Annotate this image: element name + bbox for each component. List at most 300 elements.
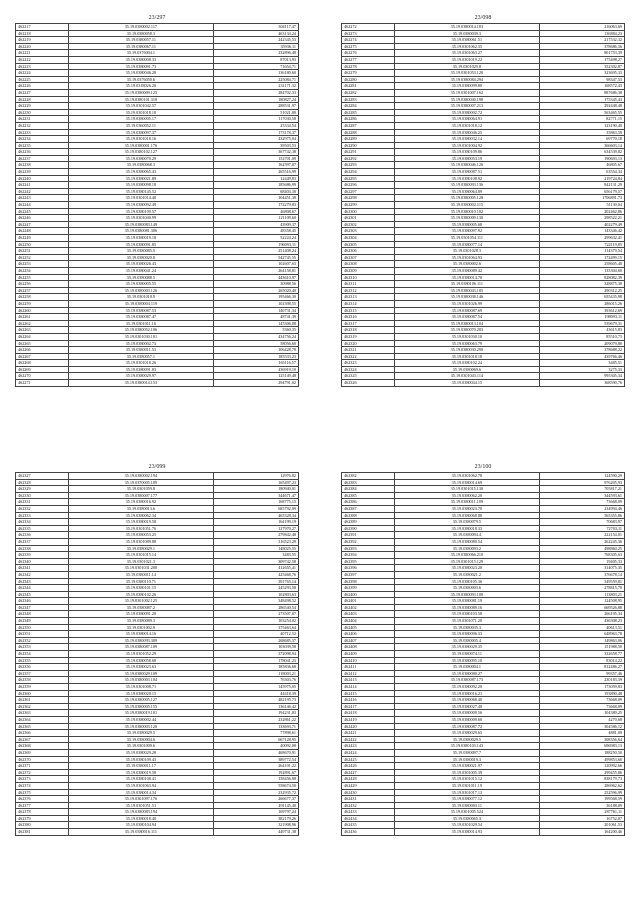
table-row bbox=[16, 505, 299, 512]
page-label: 23/297 bbox=[148, 15, 166, 21]
table-row bbox=[342, 684, 625, 691]
reference-code-cell: 35.19.0380062.34 bbox=[69, 512, 214, 519]
table-row bbox=[16, 83, 299, 90]
table-row bbox=[16, 598, 299, 605]
amount-cell: 180940,01 bbox=[213, 486, 298, 493]
record-number-cell: 462223 bbox=[16, 63, 69, 70]
record-number-cell: 462319 bbox=[342, 333, 395, 340]
reference-code-cell: 35.19.0380091.73 bbox=[69, 63, 214, 70]
reference-code-cell: 35.19.0380102.24 bbox=[395, 360, 540, 367]
record-number-cell: 462350 bbox=[16, 624, 69, 631]
reference-code-cell: 35.19.0301018.16 bbox=[69, 136, 214, 143]
amount-cell: 40613,51 bbox=[539, 624, 624, 631]
table-row bbox=[16, 789, 299, 796]
table-row bbox=[16, 63, 299, 70]
record-number-cell: 462269 bbox=[16, 366, 69, 373]
reference-code-cell: 35.19.0380005.128 bbox=[395, 195, 540, 202]
amount-cell: 378688,22 bbox=[539, 347, 624, 354]
table-row bbox=[16, 333, 299, 340]
table-row bbox=[16, 228, 299, 235]
reference-code-cell: 35.19.0380068.40 bbox=[395, 697, 540, 704]
table-row bbox=[16, 129, 299, 136]
table-row bbox=[342, 24, 625, 31]
table-row bbox=[342, 103, 625, 110]
table-row bbox=[342, 552, 625, 559]
reference-code-cell: 35.19.0380029.1 bbox=[69, 545, 214, 552]
reference-code-cell: 35.19.0380108.92 bbox=[395, 175, 540, 182]
table-row bbox=[342, 373, 625, 380]
table-row bbox=[16, 340, 299, 347]
reference-code-cell: 35.19.0301059.8 bbox=[69, 486, 214, 493]
table-row bbox=[16, 532, 299, 539]
amount-cell: 73668,09 bbox=[539, 703, 624, 710]
record-number-cell: 462365 bbox=[16, 723, 69, 730]
table-row bbox=[342, 136, 625, 143]
record-number-cell: 462250 bbox=[16, 241, 69, 248]
record-number-cell: 462405 bbox=[342, 624, 395, 631]
record-number-cell: 462305 bbox=[342, 241, 395, 248]
record-number-cell: 462424 bbox=[342, 749, 395, 756]
reference-code-cell: 35.19.0380004.6 bbox=[69, 736, 214, 743]
table-row bbox=[342, 116, 625, 123]
amount-cell: 349559,81 bbox=[539, 578, 624, 585]
table-row bbox=[16, 486, 299, 493]
record-number-cell: 462280 bbox=[342, 76, 395, 83]
amount-cell: 173178,37 bbox=[213, 129, 298, 136]
amount-cell: 169797,24 bbox=[213, 809, 298, 816]
record-number-cell: 462402 bbox=[342, 604, 395, 611]
reference-code-cell: 35.19.0380103.58 bbox=[395, 611, 540, 618]
table-row bbox=[16, 50, 299, 57]
record-number-cell: 462296 bbox=[342, 182, 395, 189]
amount-cell: 465328,34 bbox=[213, 512, 298, 519]
table-row bbox=[16, 637, 299, 644]
amount-cell: 165497,23 bbox=[213, 479, 298, 486]
table-row bbox=[16, 763, 299, 770]
amount-cell: 180827,24 bbox=[213, 96, 298, 103]
record-number-cell: 462367 bbox=[16, 736, 69, 743]
amount-cell: 188250,50 bbox=[539, 749, 624, 756]
reference-code-cell: 35.19.0301089.88 bbox=[69, 538, 214, 545]
table-row bbox=[16, 109, 299, 116]
record-number-cell: 462341 bbox=[16, 565, 69, 572]
reference-code-cell: 35.19.0380013.6 bbox=[69, 505, 214, 512]
reference-code-cell: 35.19.0380014.70 bbox=[395, 274, 540, 281]
record-number-cell: 462369 bbox=[16, 749, 69, 756]
record-number-cell: 462264 bbox=[16, 333, 69, 340]
reference-code-cell: 35.19.0380095.10 bbox=[395, 657, 540, 664]
table-row bbox=[16, 241, 299, 248]
reference-code-cell: 35.19.0380074.11 bbox=[395, 651, 540, 658]
reference-code-cell: 35.19.0301005.39 bbox=[395, 769, 540, 776]
table-row bbox=[16, 552, 299, 559]
amount-cell: 178041,23 bbox=[213, 657, 298, 664]
reference-code-cell: 35.19.0380058.68 bbox=[69, 657, 214, 664]
table-row bbox=[16, 796, 299, 803]
reference-code-cell: 35.19.0380002.6 bbox=[395, 261, 540, 268]
reference-code-cell: 35.19.0380004.119 bbox=[69, 300, 214, 307]
table-row bbox=[16, 235, 299, 242]
amount-cell: 376678,14 bbox=[539, 571, 624, 578]
table-row bbox=[16, 492, 299, 499]
reference-code-cell: 35.19.0380011.14 bbox=[69, 571, 214, 578]
reference-code-cell: 35.19.0301018.26 bbox=[69, 360, 214, 367]
table-row bbox=[342, 89, 625, 96]
table-row bbox=[16, 815, 299, 822]
amount-cell: 185836,68 bbox=[213, 664, 298, 671]
amount-cell: 328875,30 bbox=[539, 281, 624, 288]
amount-cell: 58056,60 bbox=[213, 340, 298, 347]
amount-cell: 314075,35 bbox=[539, 565, 624, 572]
table-row bbox=[16, 89, 299, 96]
record-number-cell: 462224 bbox=[16, 70, 69, 77]
table-row bbox=[16, 287, 299, 294]
record-number-cell: 462248 bbox=[16, 228, 69, 235]
table-row bbox=[16, 716, 299, 723]
page-label: 23/099 bbox=[148, 464, 166, 470]
record-number-cell: 462337 bbox=[16, 538, 69, 545]
table-row bbox=[16, 756, 299, 763]
table-row bbox=[16, 267, 299, 274]
record-number-cell: 462247 bbox=[16, 221, 69, 228]
reference-code-cell: 35.19.0380081.19 bbox=[395, 598, 540, 605]
ledger-table bbox=[15, 472, 299, 836]
table-row bbox=[342, 83, 625, 90]
table-row bbox=[16, 545, 299, 552]
table-row bbox=[16, 366, 299, 373]
table-row bbox=[342, 532, 625, 539]
record-number-cell: 462412 bbox=[342, 670, 395, 677]
table-row bbox=[16, 723, 299, 730]
record-number-cell: 462316 bbox=[342, 314, 395, 321]
amount-cell: 168775,15 bbox=[213, 499, 298, 506]
amount-cell: 705817,21 bbox=[539, 486, 624, 493]
amount-cell: 44418,39 bbox=[213, 690, 298, 697]
record-number-cell: 462222 bbox=[16, 56, 69, 63]
table-row bbox=[16, 631, 299, 638]
table-row bbox=[342, 169, 625, 176]
amount-cell: 242345,53 bbox=[213, 37, 298, 44]
amount-cell: 232861,22 bbox=[213, 716, 298, 723]
record-number-cell: 462289 bbox=[342, 136, 395, 143]
amount-cell: 124590,29 bbox=[539, 473, 624, 480]
table-row bbox=[16, 215, 299, 222]
table-row bbox=[342, 611, 625, 618]
table-row bbox=[16, 76, 299, 83]
record-number-cell: 462406 bbox=[342, 631, 395, 638]
reference-code-cell: 35.19.0380016.92 bbox=[69, 499, 214, 506]
reference-code-cell: 35.19.0380005.68 bbox=[395, 221, 540, 228]
amount-cell: 367742,38 bbox=[213, 149, 298, 156]
record-number-cell: 462243 bbox=[16, 195, 69, 202]
record-number-cell: 462322 bbox=[342, 353, 395, 360]
table-row bbox=[342, 228, 625, 235]
amount-cell: 3275,33 bbox=[539, 366, 624, 373]
table-row bbox=[16, 782, 299, 789]
record-number-cell: 462295 bbox=[342, 175, 395, 182]
reference-code-cell: 35.19.0301019.22 bbox=[395, 56, 540, 63]
table-row bbox=[342, 37, 625, 44]
table-row bbox=[16, 591, 299, 598]
table-row bbox=[342, 512, 625, 519]
record-number-cell: 462354 bbox=[16, 651, 69, 658]
amount-cell: 192891,67 bbox=[213, 769, 298, 776]
record-number-cell: 462349 bbox=[16, 618, 69, 625]
record-number-cell: 462313 bbox=[342, 294, 395, 301]
amount-cell: 344593,61 bbox=[539, 492, 624, 499]
table-row bbox=[342, 519, 625, 526]
table-row bbox=[16, 822, 299, 829]
amount-cell: 162597,07 bbox=[213, 162, 298, 169]
record-number-cell: 462225 bbox=[16, 76, 69, 83]
reference-code-cell: 35.19.0376050.6 bbox=[69, 76, 214, 83]
reference-code-cell: 35.19.0301062.35 bbox=[395, 43, 540, 50]
record-number-cell: 462433 bbox=[342, 809, 395, 816]
reference-code-cell: 35.19.0380019.58 bbox=[69, 519, 214, 526]
record-number-cell: 462403 bbox=[342, 611, 395, 618]
table-row bbox=[342, 142, 625, 149]
reference-code-cell: 35.19.0301042.57 bbox=[69, 103, 214, 110]
amount-cell: 265516,99 bbox=[213, 169, 298, 176]
reference-code-cell: 35.19.0380101.318 bbox=[69, 96, 214, 103]
amount-cell: 52224,24 bbox=[213, 235, 298, 242]
reference-code-cell: 35.19.0380020.15 bbox=[69, 690, 214, 697]
reference-code-cell: 35.19.0301040.99 bbox=[69, 215, 214, 222]
reference-code-cell: 35.19.0380087.51 bbox=[395, 169, 540, 176]
amount-cell: 382179,26 bbox=[213, 815, 298, 822]
page-block-2 bbox=[341, 14, 625, 387]
table-row bbox=[16, 730, 299, 737]
record-number-cell: 462427 bbox=[342, 769, 395, 776]
amount-cell: 165116,57 bbox=[213, 360, 298, 367]
table-row bbox=[342, 591, 625, 598]
table-row bbox=[342, 70, 625, 77]
reference-code-cell: 35.19.0380079.5 bbox=[395, 519, 540, 526]
record-number-cell: 462356 bbox=[16, 664, 69, 671]
reference-code-cell: 35.19.0380102.127 bbox=[69, 149, 214, 156]
record-number-cell: 462276 bbox=[342, 50, 395, 57]
amount-cell: 542745,55 bbox=[213, 254, 298, 261]
table-row bbox=[342, 473, 625, 480]
table-row bbox=[342, 340, 625, 347]
record-number-cell: 462348 bbox=[16, 611, 69, 618]
table-row bbox=[342, 690, 625, 697]
record-number-cell: 462327 bbox=[16, 473, 69, 480]
amount-cell: 145975,05 bbox=[213, 684, 298, 691]
reference-code-cell: 35.19.0380087.109 bbox=[69, 644, 214, 651]
record-number-cell: 462277 bbox=[342, 56, 395, 63]
table-row bbox=[342, 241, 625, 248]
table-row bbox=[16, 499, 299, 506]
table-row bbox=[16, 710, 299, 717]
record-number-cell: 462431 bbox=[342, 796, 395, 803]
record-number-cell: 462261 bbox=[16, 314, 69, 321]
reference-code-cell: 35.19.0380030.290 bbox=[395, 347, 540, 354]
amount-cell: 378686,36 bbox=[539, 43, 624, 50]
table-row bbox=[342, 631, 625, 638]
amount-cell: 136180,60 bbox=[213, 70, 298, 77]
table-row bbox=[16, 353, 299, 360]
record-number-cell: 462400 bbox=[342, 591, 395, 598]
record-number-cell: 462377 bbox=[16, 802, 69, 809]
reference-code-cell: 35.19.0380014.34 bbox=[69, 789, 214, 796]
amount-cell: 372098,94 bbox=[213, 651, 298, 658]
record-number-cell: 462416 bbox=[342, 697, 395, 704]
reference-code-cell: 35.19.0380009.60 bbox=[395, 716, 540, 723]
amount-cell: 262245,36 bbox=[539, 538, 624, 545]
reference-code-cell: 35.19.0380068.88 bbox=[395, 512, 540, 519]
amount-cell: 201061,53 bbox=[539, 822, 624, 829]
amount-cell: 164200,46 bbox=[539, 829, 624, 836]
amount-cell: 482195,73 bbox=[213, 697, 298, 704]
amount-cell: 70683,97 bbox=[539, 519, 624, 526]
amount-cell: 463134,24 bbox=[213, 30, 298, 37]
amount-cell: 48358,45 bbox=[213, 228, 298, 235]
table-row bbox=[342, 188, 625, 195]
record-number-cell: 462339 bbox=[16, 552, 69, 559]
record-number-cell: 462260 bbox=[16, 307, 69, 314]
reference-code-cell: 35.19.0380029.97 bbox=[69, 373, 214, 380]
record-number-cell: 462242 bbox=[16, 188, 69, 195]
reference-code-cell: 35.19.0380094.4 bbox=[395, 532, 540, 539]
amount-cell: 976205,93 bbox=[539, 479, 624, 486]
record-number-cell: 462284 bbox=[342, 103, 395, 110]
record-number-cell: 462259 bbox=[16, 300, 69, 307]
table-row bbox=[342, 274, 625, 281]
record-number-cell: 462234 bbox=[16, 136, 69, 143]
amount-cell: 102398,55 bbox=[213, 300, 298, 307]
record-number-cell: 462378 bbox=[16, 809, 69, 816]
table-row bbox=[16, 558, 299, 565]
reference-code-cell: 35.19.0380087.69 bbox=[395, 307, 540, 314]
record-number-cell: 462387 bbox=[342, 505, 395, 512]
reference-code-cell: 35.19.0380085.5 bbox=[69, 248, 214, 255]
table-row bbox=[16, 103, 299, 110]
reference-code-cell: 35.19.0380093.100 bbox=[395, 591, 540, 598]
reference-code-cell: 35.19.0380083.149 bbox=[69, 221, 214, 228]
table-row bbox=[16, 248, 299, 255]
table-row bbox=[342, 109, 625, 116]
amount-cell: 125149,48 bbox=[213, 373, 298, 380]
reference-code-cell: 35.19.0380001.176 bbox=[69, 142, 214, 149]
reference-code-cell: 35.19.0301062.78 bbox=[395, 473, 540, 480]
record-number-cell: 462323 bbox=[342, 360, 395, 367]
record-number-cell: 462352 bbox=[16, 637, 69, 644]
record-number-cell: 462270 bbox=[16, 373, 69, 380]
reference-code-cell: 35.19.0301054.111 bbox=[395, 235, 540, 242]
amount-cell: 468670,91 bbox=[213, 749, 298, 756]
table-row bbox=[342, 651, 625, 658]
record-number-cell: 462274 bbox=[342, 37, 395, 44]
amount-cell: 149863,06 bbox=[539, 637, 624, 644]
table-row bbox=[16, 512, 299, 519]
reference-code-cell: 35.19.0380084.294 bbox=[395, 76, 540, 83]
amount-cell: 299632,41 bbox=[539, 235, 624, 242]
reference-code-cell: 35.19.0380023.63 bbox=[69, 664, 214, 671]
reference-code-cell: 35.19.0380093.136 bbox=[395, 182, 540, 189]
reference-code-cell: 35.19.0380003.11 bbox=[395, 802, 540, 809]
reference-code-cell: 35.19.0380063.79 bbox=[395, 340, 540, 347]
amount-cell: 46805,67 bbox=[539, 162, 624, 169]
reference-code-cell: 35.19.0380005.17 bbox=[69, 116, 214, 123]
amount-cell: 202462,86 bbox=[539, 208, 624, 215]
record-number-cell: 462314 bbox=[342, 300, 395, 307]
table-row bbox=[342, 545, 625, 552]
table-row bbox=[16, 182, 299, 189]
record-number-cell: 462255 bbox=[16, 274, 69, 281]
reference-code-cell: 35.19.0380145.52 bbox=[69, 188, 214, 195]
amount-cell: 838179,73 bbox=[539, 776, 624, 783]
reference-code-cell: 35.19.0301015.14 bbox=[69, 552, 214, 559]
amount-cell: 145306,08 bbox=[213, 320, 298, 327]
page-block-1 bbox=[15, 14, 299, 387]
table-row bbox=[342, 347, 625, 354]
amount-cell: 135304,60 bbox=[539, 267, 624, 274]
reference-code-cell: 35.19.0380065.43 bbox=[69, 169, 214, 176]
reference-code-cell: 35.19.0380019.18 bbox=[69, 235, 214, 242]
record-number-cell: 462413 bbox=[342, 677, 395, 684]
amount-cell: 348498,52 bbox=[213, 598, 298, 605]
reference-code-cell: 35.19.0370005.109 bbox=[69, 479, 214, 486]
record-number-cell: 462292 bbox=[342, 155, 395, 162]
table-row bbox=[342, 366, 625, 373]
table-row bbox=[342, 796, 625, 803]
table-row bbox=[342, 380, 625, 387]
table-row bbox=[342, 129, 625, 136]
table-row bbox=[342, 261, 625, 268]
record-number-cell: 462394 bbox=[342, 552, 395, 559]
reference-code-cell: 35.19.0380093.309 bbox=[69, 637, 214, 644]
record-number-cell: 462329 bbox=[16, 486, 69, 493]
record-number-cell: 462351 bbox=[16, 631, 69, 638]
table-row bbox=[342, 479, 625, 486]
amount-cell: 73668,09 bbox=[539, 499, 624, 506]
amount-cell: 104380,25 bbox=[539, 710, 624, 717]
table-row bbox=[16, 208, 299, 215]
reference-code-cell: 35.19.0380005.155 bbox=[69, 703, 214, 710]
record-number-cell: 462266 bbox=[16, 347, 69, 354]
amount-cell: 498860,25 bbox=[539, 545, 624, 552]
record-number-cell: 462253 bbox=[16, 261, 69, 268]
amount-cell: 279842,48 bbox=[213, 532, 298, 539]
record-number-cell: 462372 bbox=[16, 769, 69, 776]
reference-code-cell: 35.19.0380052.106 bbox=[69, 327, 214, 334]
amount-cell: 286015,26 bbox=[539, 300, 624, 307]
record-number-cell: 462217 bbox=[16, 24, 69, 31]
record-number-cell: 462246 bbox=[16, 215, 69, 222]
record-number-cell: 462434 bbox=[342, 815, 395, 822]
amount-cell: 245293,58 bbox=[213, 585, 298, 592]
table-row bbox=[16, 684, 299, 691]
reference-code-cell: 35.19.0380066.210 bbox=[395, 552, 540, 559]
record-number-cell: 462344 bbox=[16, 585, 69, 592]
reference-code-cell: 35.19.0301026.99 bbox=[395, 300, 540, 307]
reference-code-cell: 35.19.0380081.306 bbox=[69, 228, 214, 235]
record-number-cell: 462308 bbox=[342, 261, 395, 268]
table-row bbox=[342, 763, 625, 770]
table-row bbox=[342, 353, 625, 360]
reference-code-cell: 35.19.0380087.47 bbox=[69, 314, 214, 321]
reference-code-cell: 35.19.0380020.8 bbox=[69, 254, 214, 261]
table-row bbox=[342, 43, 625, 50]
reference-code-cell: 35.19.0301029.54 bbox=[395, 822, 540, 829]
reference-code-cell: 35.19.0380019.58 bbox=[69, 769, 214, 776]
reference-code-cell: 35.19.0380019.101 bbox=[69, 710, 214, 717]
amount-cell: 366603,14 bbox=[539, 142, 624, 149]
reference-code-cell: 35.19.0301043.114 bbox=[395, 373, 540, 380]
reference-code-cell: 35.19.0380108.41 bbox=[69, 776, 214, 783]
record-number-cell: 462407 bbox=[342, 637, 395, 644]
